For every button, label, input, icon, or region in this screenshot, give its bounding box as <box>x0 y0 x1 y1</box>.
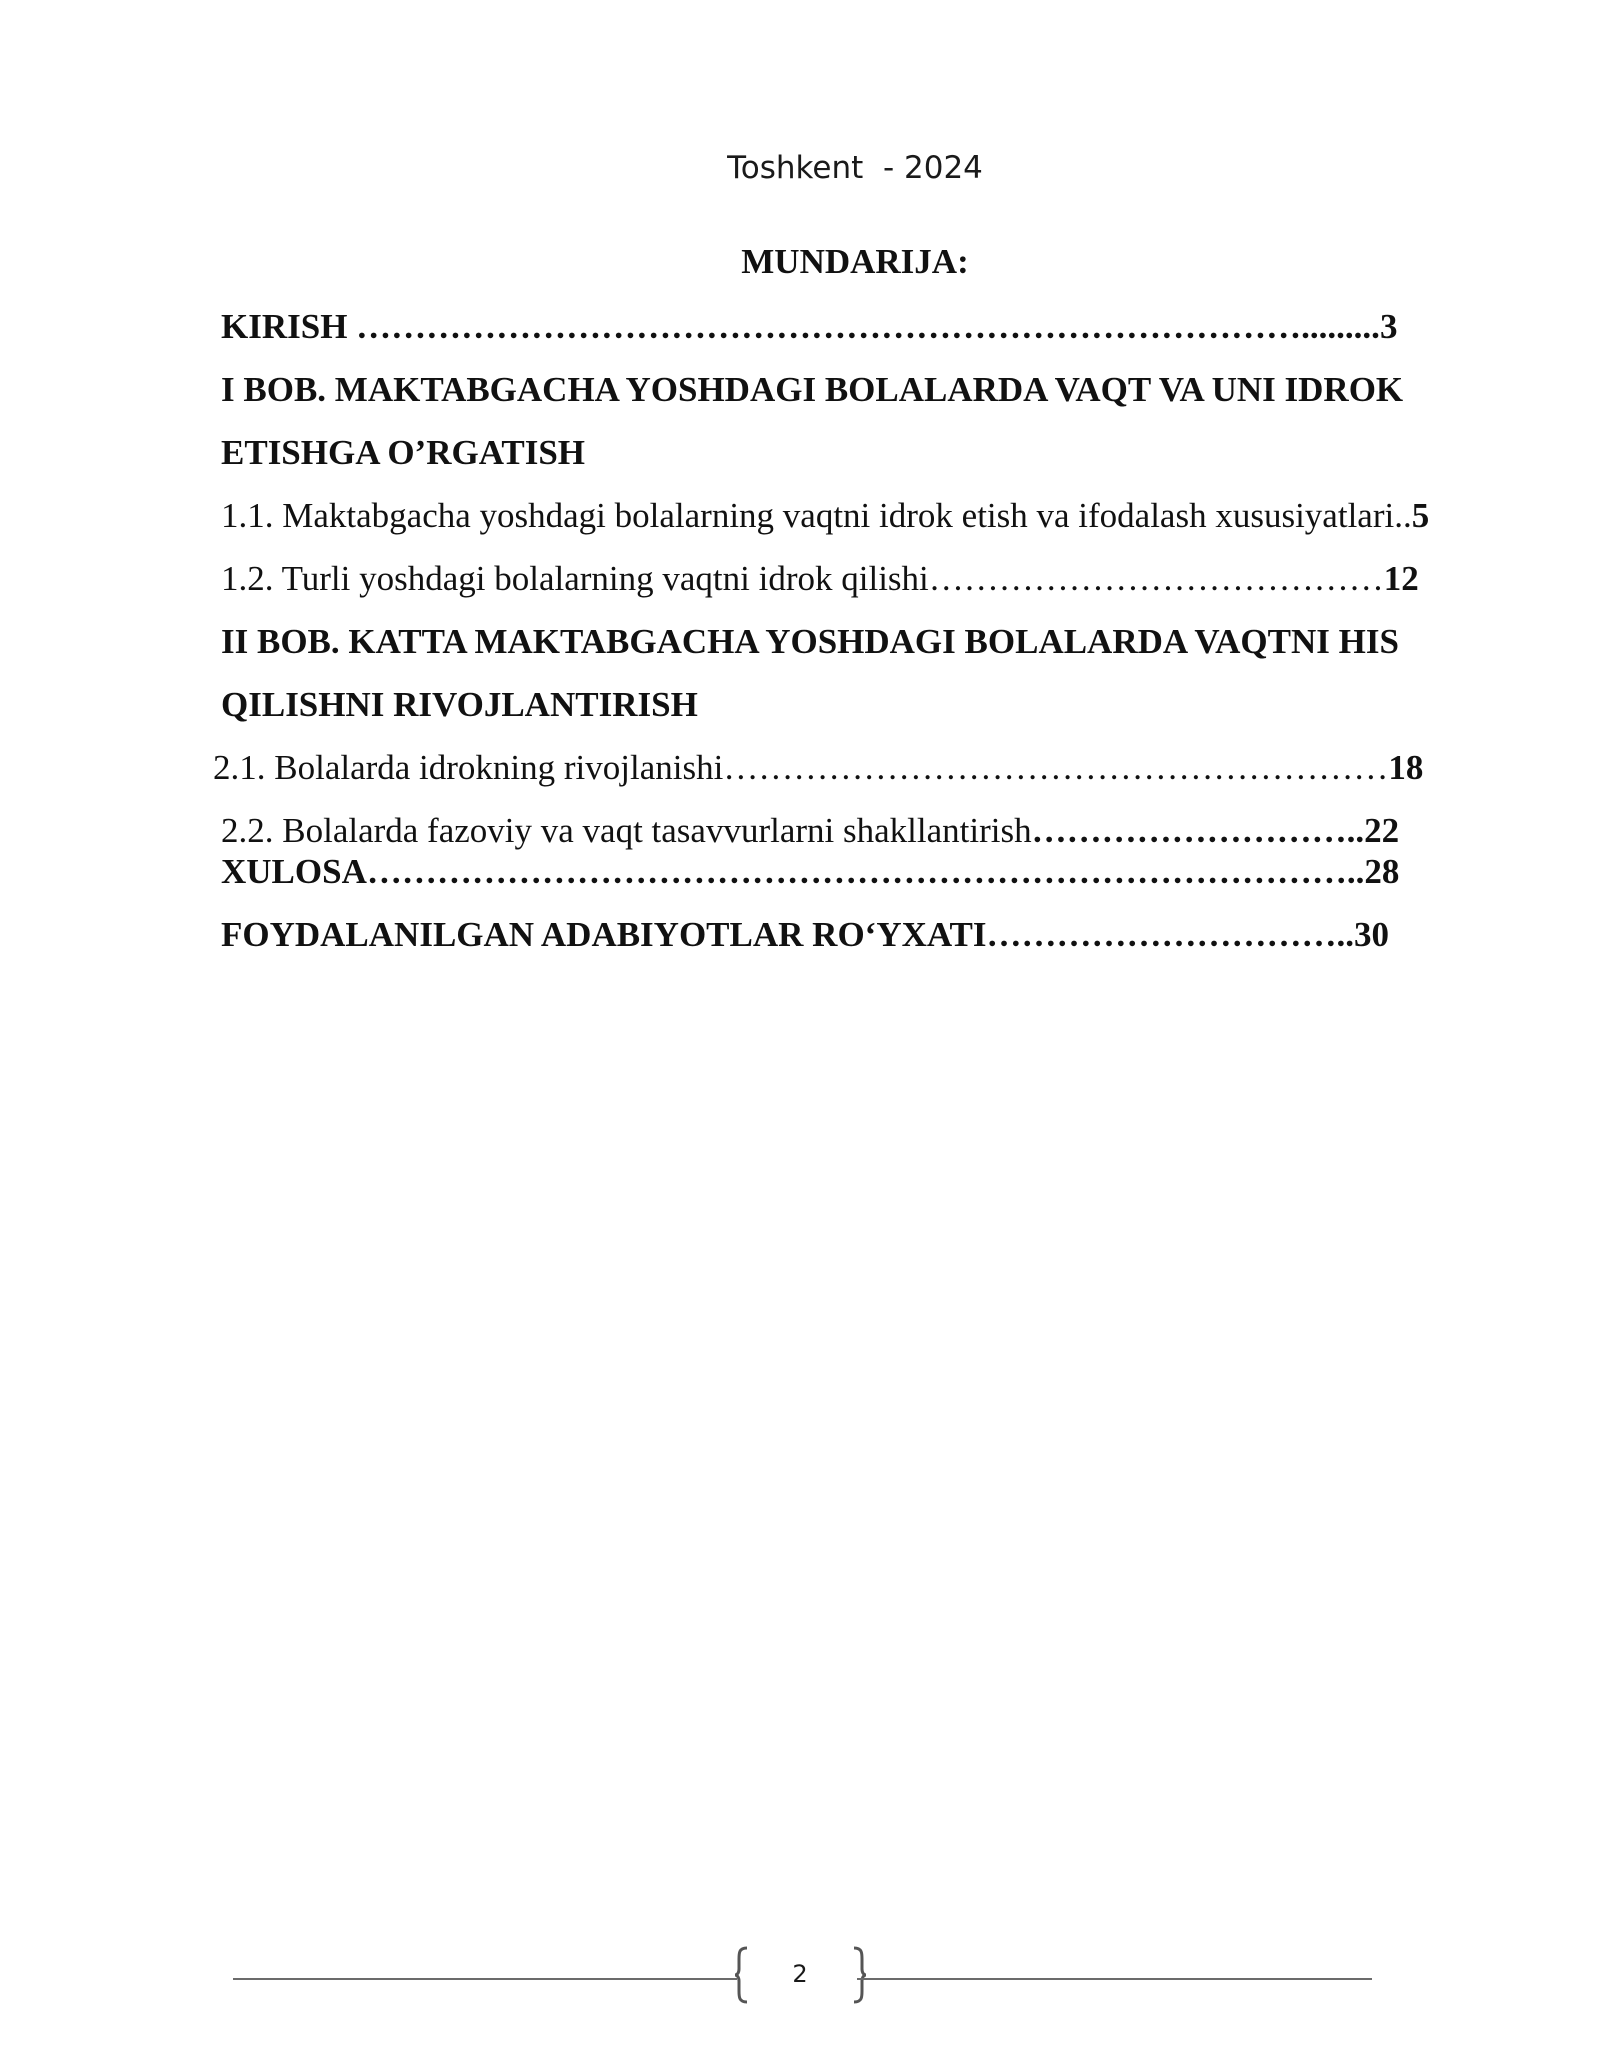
page-number: 2 <box>792 1960 808 1988</box>
toc-chapter-1-title-line2: ETISHGA O’RGATISH <box>221 433 586 472</box>
toc-entry-page: 12 <box>1383 559 1419 598</box>
toc-entry-page: 22 <box>1364 811 1400 850</box>
toc-chapter-1-title-line1: I BOB. MAKTABGACHA YOSHDAGI BOLALARDA VAQT VA UNI IDROK <box>221 370 1404 409</box>
toc-entry-references <box>221 915 1389 955</box>
toc-entry-page: 18 <box>1388 748 1424 787</box>
toc-entry-page: 3 <box>1379 307 1398 346</box>
toc-entry-page: 28 <box>1364 852 1400 891</box>
toc-entry-text: XULOSA………………………………………………………………………….. <box>221 852 1365 891</box>
toc-chapter-2-title-line1: II BOB. KATTA MAKTABGACHA YOSHDAGI BOLALARDA VAQTNI HIS <box>221 622 1399 661</box>
footer-rule-left <box>233 1978 737 1980</box>
toc-title: MUNDARIJA: <box>741 242 969 281</box>
toc-entry-page: 30 <box>1354 915 1390 954</box>
toc-entry-xulosa <box>221 852 1399 892</box>
toc-chapter-2-title-line2: QILISHNI RIVOJLANTIRISH <box>221 685 698 724</box>
toc-entry-kirish <box>221 307 1397 347</box>
toc-entry-page: 5 <box>1411 496 1430 535</box>
footer-right-brace-icon <box>850 1945 868 2005</box>
toc-entry-1-1 <box>221 496 1429 536</box>
toc-entry-1-2 <box>221 559 1419 599</box>
city-year-heading: Toshkent - 2024 <box>727 150 983 186</box>
toc-entry-leader: ……………………….. <box>1031 811 1365 850</box>
toc-entry-text: 1.2. Turli yoshdagi bolalarning vaqtni idrok qilishi………………………………… <box>221 559 1384 598</box>
toc-entry-2-1 <box>213 748 1423 788</box>
toc-entry-text: FOYDALANILGAN ADABIYOTLAR RO‘YXATI………………………….. <box>221 915 1355 954</box>
toc-entry-text: 1.1. Maktabgacha yoshdagi bolalarning vaqtni idrok etish va ifodalash xususiyatlari.. <box>221 496 1412 535</box>
toc-entry-2-2 <box>221 811 1399 851</box>
footer-left-brace-icon <box>733 1945 751 2005</box>
toc-entry-text: 2.1. Bolalarda idrokning rivojlanishi………………………………………………… <box>213 748 1389 787</box>
footer-rule-right <box>857 1978 1372 1980</box>
toc-entry-text: KIRISH ………………………………………………………………………......... <box>221 307 1380 346</box>
toc-entry-text: 2.2. Bolalarda fazoviy va vaqt tasavvurlarni shakllantirish <box>221 811 1032 850</box>
